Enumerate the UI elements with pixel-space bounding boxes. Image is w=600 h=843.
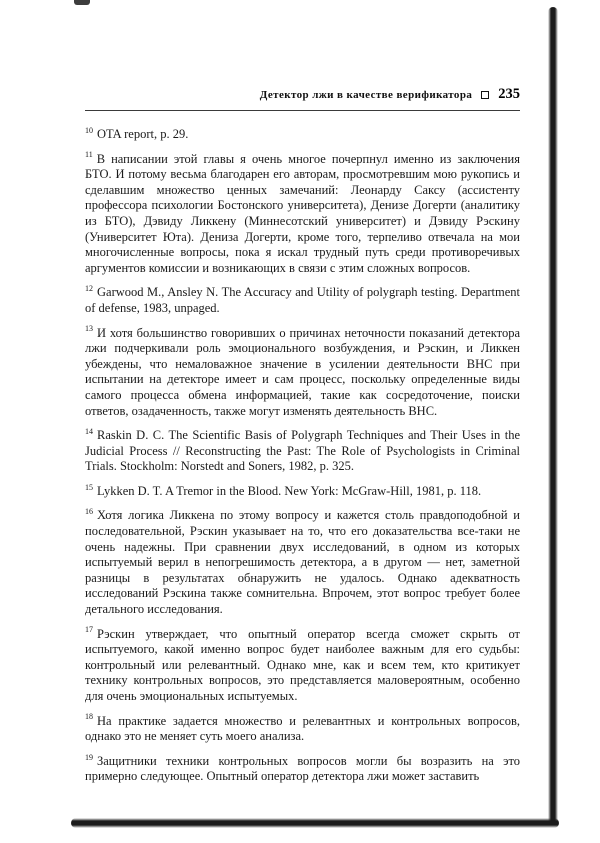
running-title: Детектор лжи в качестве верификатора (259, 88, 473, 101)
footnote (85, 508, 520, 617)
scan-edge-top-left (74, 0, 90, 5)
footnote-text: Raskin D. C. The Scientific Basis of Polygraph Techniques and Their Uses in the Judicial Process // Reconstructing the Past: The Role of Psychologists in Criminal Trials. Stockholm: Norstedt and Soners, 1982, p. 325. (85, 428, 520, 474)
page-header (85, 86, 520, 103)
footnote-text: И хотя большинство говоривших о причинах неточности показаний детектора лжи подчеркивали роль эмоционального возбуждения, и Рэскин, и Ликкен убеждены, что немаловажное значение в усилении деятельности ВНС при испытании на детекторе имеет и сам процесс, поскольку определенные виды самого процесса обмена информацией, такие как сосредоточение, поиски ответов, озадаченность, также могут изменять деятельность ВНС. (85, 325, 520, 418)
footnote-text: На практике задается множество и релевантных и контрольных вопросов, однако это не меняет суть моего анализа. (85, 713, 520, 744)
footnote-number: 17 (85, 625, 93, 635)
footnote-number: 11 (85, 150, 93, 160)
footnote-number: 13 (85, 324, 93, 334)
footnote-number: 19 (85, 752, 93, 762)
page-number: 235 (498, 86, 520, 102)
header-rule (85, 110, 520, 111)
footnotes-list (85, 127, 520, 785)
footnote-number: 12 (85, 284, 93, 294)
footnote (85, 127, 520, 143)
footnote-text: OTA report, p. 29. (97, 127, 189, 141)
footnote (85, 152, 520, 277)
footnote-number: 16 (85, 507, 93, 517)
footnote-number: 10 (85, 125, 93, 135)
footnote (85, 428, 520, 475)
footnote (85, 627, 520, 705)
footnote-number: 18 (85, 712, 93, 722)
footnote-text: Garwood M., Ansley N. The Accuracy and Utility of polygraph testing. Department of defense, 1983, unpaged. (85, 285, 520, 315)
footnote (85, 484, 520, 500)
footnote (85, 714, 520, 745)
footnote-text: В написании этой главы я очень многое почерпнул именно из заключения БТО. И потому весьма благодарен его авторам, просмотревшим мою рукопись и сделавшим множество ценных замечаний: Леонарду Саксу (ассистенту профессора психологии Бостонского университета), Денизе Догерти (аналитику из БТО), Дэвиду Ликкену (Миннесотский университет) и Дэвиду Рэскину (Университет Юта). Дениза Догерти, кроме того, терпеливо отвечала на мои многочисленные вопросы, пока я искал трудный путь среди противоречивых аргументов комиссии и возникающих в связи с этим сложных вопросов. (85, 151, 520, 275)
footnote-text: Защитники техники контрольных вопросов могли бы возразить на это примерно следующее. Опытный оператор детектора лжи может заставить (85, 753, 520, 784)
footnote-number: 15 (85, 482, 93, 492)
footnote (85, 285, 520, 316)
footnote-text: Хотя логика Ликкена по этому вопросу и кажется столь правдоподобной и последовательной, Рэскин указывает на то, что его доказательства все-таки не очень надежны. При сравнении двух исследований, в одном из которых испытуемый верил в непогрешимость детектора, а в другом — нет, заметной разницы в результатах обнаружить не удалось. Однако адекватность исследований Рэскина также сомнительна. Впрочем, этот вопрос требует более детального исследования. (85, 508, 520, 617)
footnote (85, 754, 520, 785)
footnote-text: Рэскин утверждает, что опытный оператор всегда сможет скрыть от испытуемого, какой именно вопрос будет наиболее важным для его судьбы: контрольный или релевантный. Однако мне, как и всем тем, кто критикует технику контрольных вопросов, это представляется маловероятным, особенно для очень эмоциональных испытуемых. (85, 626, 520, 703)
footnote (85, 326, 520, 420)
footnote-text: Lykken D. T. A Tremor in the Blood. New York: McGraw-Hill, 1981, p. 118. (97, 483, 482, 498)
scan-edge-bottom (71, 818, 559, 828)
scan-edge-right (548, 7, 558, 825)
footnote-number: 14 (85, 426, 93, 436)
square-bullet-icon (481, 91, 489, 99)
